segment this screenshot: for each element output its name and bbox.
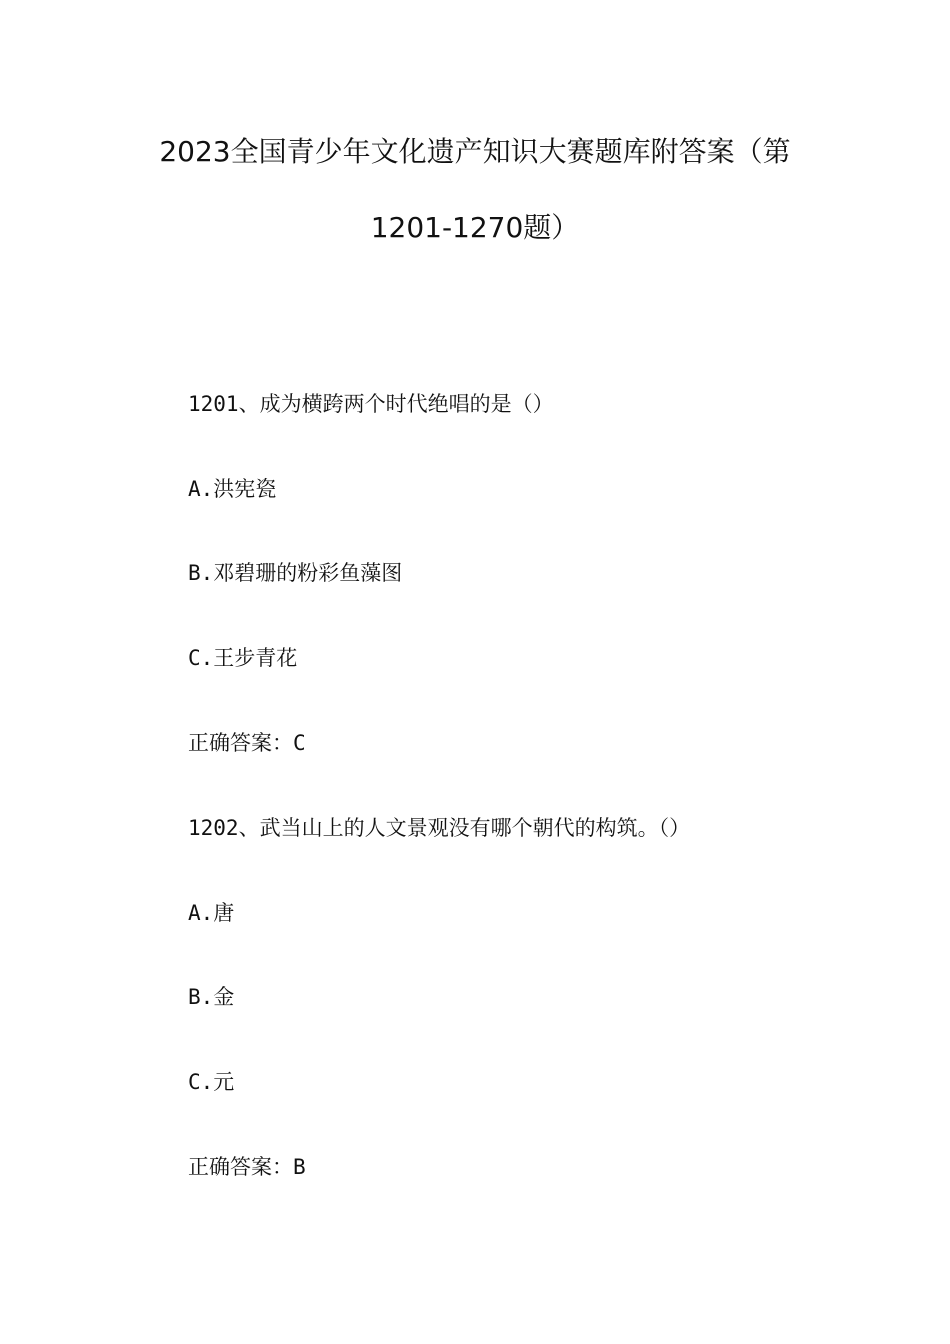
option-1202-b: B.金 [188,985,235,1009]
answer-1202: 正确答案：B [188,1155,306,1179]
document-title-line-2: 1201-1270题） [370,211,580,244]
question-1201: 1201、成为横跨两个时代绝唱的是（） [188,392,554,416]
option-1202-c: C.元 [188,1070,235,1094]
option-1201-b: B.邓碧珊的粉彩鱼藻图 [188,561,403,585]
option-1202-a: A.唐 [188,901,235,925]
question-1202: 1202、武当山上的人文景观没有哪个朝代的构筑。（） [188,816,691,840]
answer-1201: 正确答案：C [188,731,306,755]
document-title-line-1: 2023全国青少年文化遗产知识大赛题库附答案（第 [159,135,791,168]
option-1201-c: C.王步青花 [188,646,298,670]
option-1201-a: A.洪宪瓷 [188,477,277,501]
